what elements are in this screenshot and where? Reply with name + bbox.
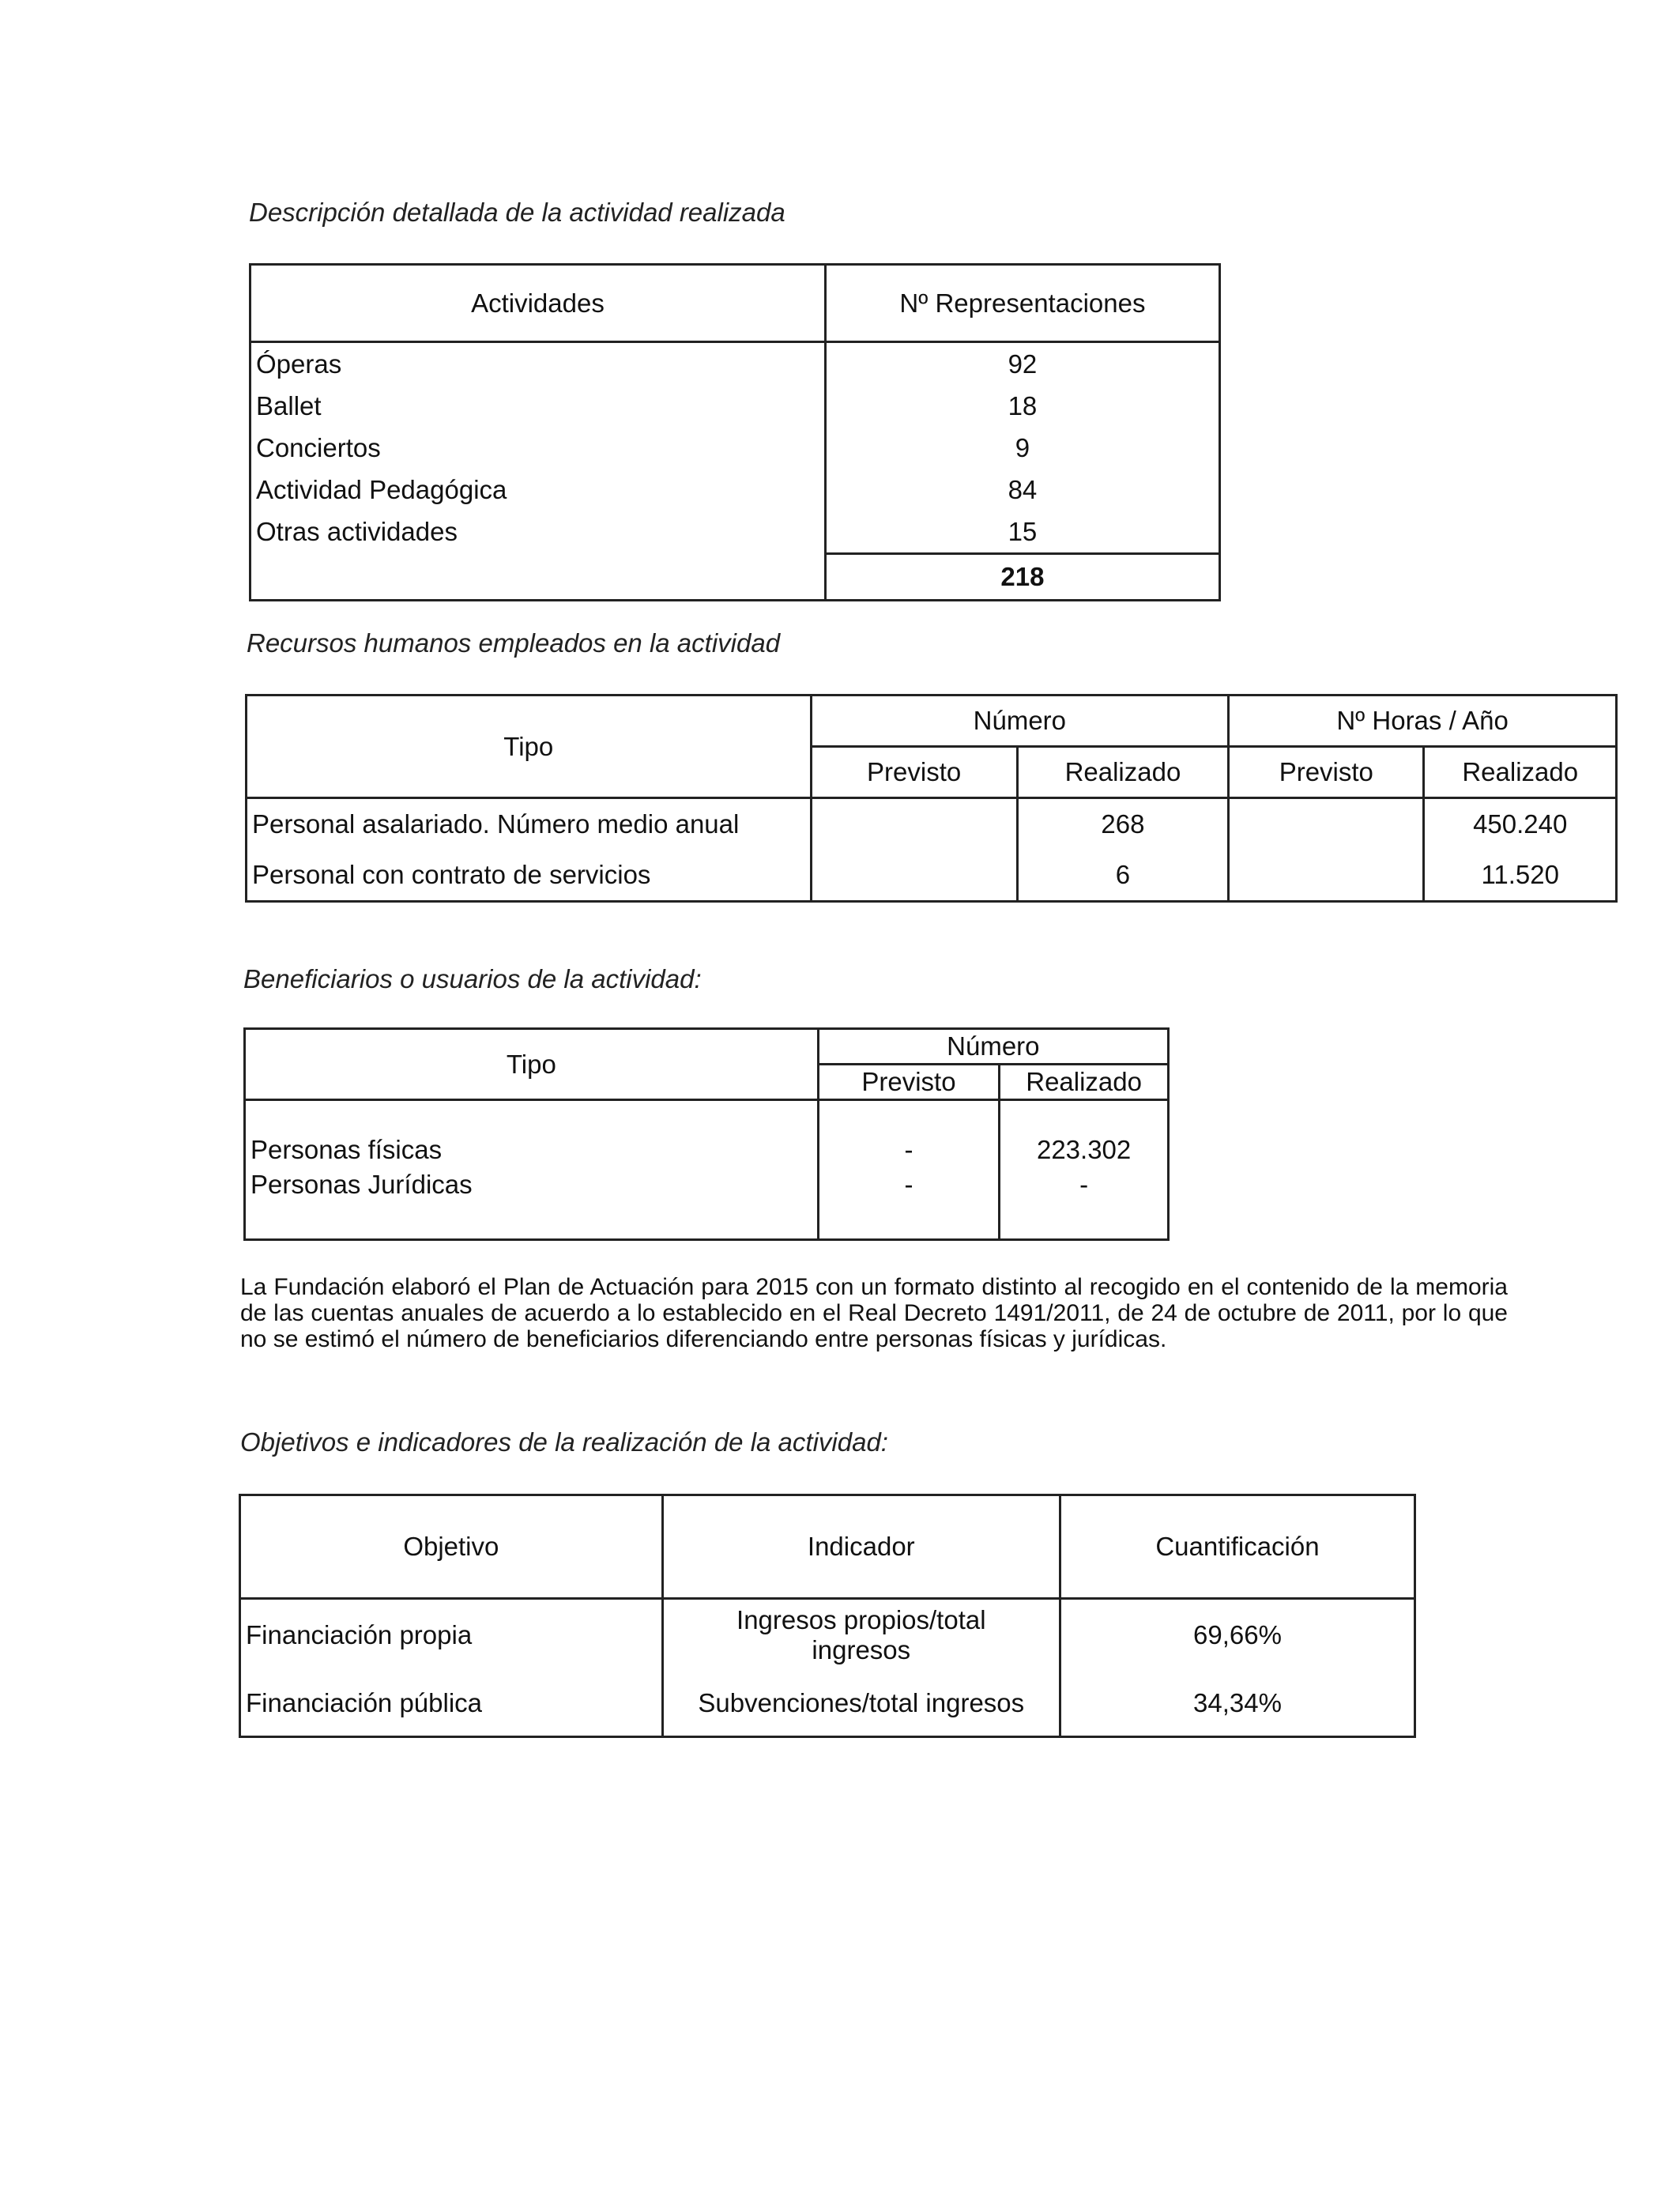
activity-count: 92	[825, 342, 1219, 386]
beneficiary-label: Personas físicas	[245, 1100, 819, 1168]
activity-label: Actividad Pedagógica	[256, 474, 507, 504]
table-row	[250, 511, 1220, 554]
heading-beneficiarios: Beneficiarios o usuarios de la actividad:	[243, 964, 702, 993]
subheader-previsto: Previsto	[818, 1065, 1000, 1100]
objectives-table	[239, 1494, 1416, 1738]
beneficiaries-note: La Fundación elaboró el Plan de Actuación para 2015 con un formato distinto al recogido en el contenido de la memoria de las cuentas anuales de acuerdo a lo establecido en el Real Decreto 1491/2011, de 24 de octubre de 2011, por lo que no se estimó el número de beneficiarios diferenciando entre personas físicas y jurídicas.	[240, 1274, 1508, 1352]
table-row	[247, 850, 1617, 902]
horas-previsto	[1229, 850, 1424, 902]
table-row	[240, 1599, 1415, 1672]
heading-recursos: Recursos humanos empleados en la actividad	[247, 628, 781, 658]
column-header-tipo: Tipo	[247, 696, 812, 798]
numero-previsto	[811, 850, 1017, 902]
activity-label: Óperas	[256, 349, 342, 379]
beneficiary-realizado: 223.302	[1000, 1100, 1169, 1168]
indicator-label: Subvenciones/total ingresos	[662, 1671, 1060, 1737]
table-row	[250, 342, 1220, 386]
indicator-label: Ingresos propios/total ingresos	[662, 1599, 1060, 1672]
numero-realizado: 268	[1017, 798, 1228, 850]
heading-actividad: Descripción detallada de la actividad realizada	[249, 198, 785, 227]
objective-label: Financiación propia	[240, 1599, 663, 1672]
activities-table	[249, 263, 1221, 601]
column-header-horas: Nº Horas / Año	[1229, 696, 1617, 747]
horas-realizado: 11.520	[1424, 850, 1617, 902]
activity-label: Otras actividades	[256, 517, 458, 547]
quantification-value: 34,34%	[1060, 1671, 1414, 1737]
activity-count: 84	[825, 469, 1219, 511]
activity-count: 18	[825, 385, 1219, 427]
activity-count: 15	[825, 511, 1219, 554]
activity-label: Ballet	[256, 390, 322, 420]
table-row	[245, 1100, 1169, 1168]
activity-count: 9	[825, 427, 1219, 469]
column-header-representaciones: Nº Representaciones	[825, 265, 1219, 342]
subheader-realizado: Realizado	[1000, 1065, 1169, 1100]
subheader-previsto: Previsto	[1229, 747, 1424, 798]
subheader-previsto: Previsto	[811, 747, 1017, 798]
subheader-realizado: Realizado	[1424, 747, 1617, 798]
table-row	[250, 385, 1220, 427]
numero-realizado: 6	[1017, 850, 1228, 902]
resource-label: Personal asalariado. Número medio anual	[247, 798, 812, 850]
column-header-indicador: Indicador	[662, 1495, 1060, 1599]
total-value: 218	[825, 554, 1219, 601]
beneficiary-previsto: -	[818, 1100, 1000, 1168]
beneficiary-previsto: -	[818, 1167, 1000, 1240]
resource-label: Personal con contrato de servicios	[247, 850, 812, 902]
quantification-value: 69,66%	[1060, 1599, 1414, 1672]
activity-label: Conciertos	[256, 432, 381, 462]
beneficiary-label: Personas Jurídicas	[250, 1170, 473, 1199]
horas-previsto	[1229, 798, 1424, 850]
table-row	[247, 798, 1617, 850]
column-header-numero: Número	[818, 1029, 1168, 1065]
table-row	[250, 469, 1220, 511]
column-header-tipo: Tipo	[245, 1029, 819, 1100]
beneficiary-realizado: -	[1000, 1167, 1169, 1240]
subheader-realizado: Realizado	[1017, 747, 1228, 798]
column-header-numero: Número	[811, 696, 1229, 747]
column-header-objetivo: Objetivo	[240, 1495, 663, 1599]
table-row	[240, 1671, 1415, 1737]
human-resources-table	[245, 694, 1618, 903]
column-header-actividades: Actividades	[250, 265, 826, 342]
heading-objetivos: Objetivos e indicadores de la realización de la actividad:	[240, 1427, 888, 1457]
total-row	[250, 554, 1220, 601]
objective-label: Financiación pública	[246, 1688, 483, 1717]
horas-realizado: 450.240	[1424, 798, 1617, 850]
column-header-cuantificacion: Cuantificación	[1060, 1495, 1414, 1599]
table-row	[250, 427, 1220, 469]
numero-previsto	[811, 798, 1017, 850]
beneficiaries-table	[243, 1027, 1170, 1241]
table-row	[245, 1167, 1169, 1240]
